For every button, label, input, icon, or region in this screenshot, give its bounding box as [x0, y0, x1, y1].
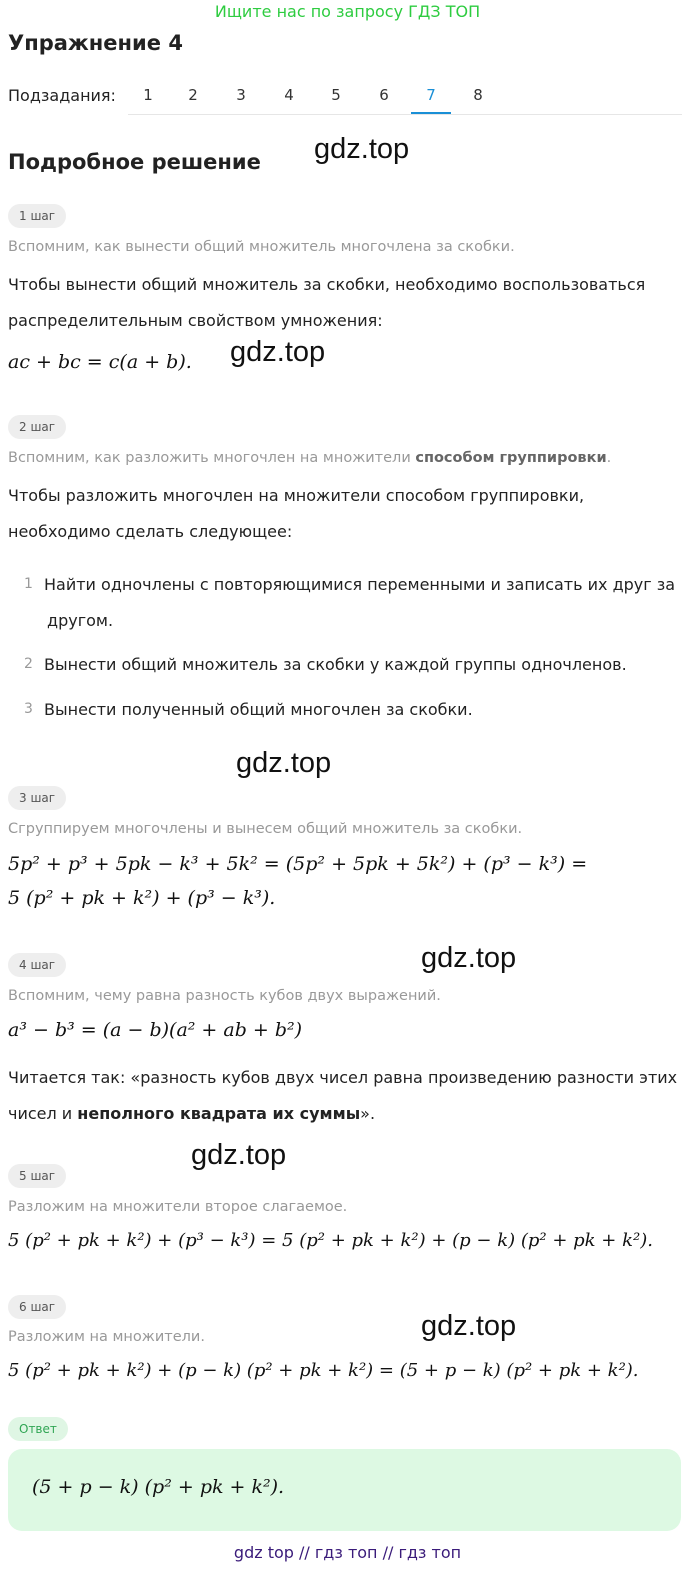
subtasks-divider: [128, 114, 682, 115]
page-title: Упражнение 4: [8, 31, 183, 55]
list-number: 2: [24, 656, 33, 672]
subtask-tab-6[interactable]: 6: [379, 86, 389, 104]
step-text: распределительным свойством умножения:: [8, 311, 383, 330]
subtask-tab-2[interactable]: 2: [188, 86, 198, 104]
step-hint-bold: способом группировки: [415, 450, 607, 466]
step-text: Чтобы вынести общий множитель за скобки, необходимо воспользоваться: [8, 275, 646, 294]
step-formula: 5 (p² + pk + k²) + (p − k) (p² + pk + k²) = (5 + p − k) (p² + pk + k²).: [8, 1360, 639, 1381]
step-formula: a³ − b³ = (a − b)(a² + ab + b²): [8, 1019, 303, 1041]
subtask-tab-4[interactable]: 4: [284, 86, 294, 104]
step-hint: Разложим на множители второе слагаемое.: [8, 1199, 348, 1215]
list-item: Найти одночлены с повторяющимися переменными и записать их друг за: [44, 575, 676, 594]
footer-links[interactable]: gdz top // гдз топ // гдз топ: [233, 1543, 462, 1562]
solution-heading: Подробное решение: [8, 150, 261, 174]
list-item: другом.: [47, 611, 114, 630]
step-text: чисел и неполного квадрата их суммы».: [8, 1104, 376, 1123]
subtask-tab-3[interactable]: 3: [236, 86, 246, 104]
step-text-bold: неполного квадрата их суммы: [77, 1104, 361, 1123]
active-tab-indicator: [411, 112, 451, 114]
subtask-tab-7[interactable]: 7: [426, 86, 436, 104]
subtasks-label: Подзадания:: [8, 86, 116, 105]
list-number: 1: [24, 576, 33, 592]
step-text: необходимо сделать следующее:: [8, 522, 293, 541]
watermark: gdz.top: [421, 942, 517, 974]
answer-formula: (5 + p − k) (p² + pk + k²).: [32, 1476, 285, 1498]
watermark: gdz.top: [230, 336, 326, 368]
subtask-tab-1[interactable]: 1: [143, 86, 153, 104]
step-badge: 2 шаг: [8, 415, 66, 439]
subtask-tab-8[interactable]: 8: [473, 86, 483, 104]
watermark: gdz.top: [191, 1139, 287, 1171]
list-item: Вынести полученный общий многочлен за скобки.: [44, 700, 473, 719]
step-formula: ac + bc = c(a + b).: [8, 351, 192, 373]
search-banner[interactable]: Ищите нас по запросу ГДЗ ТОП: [214, 2, 481, 21]
step-formula: 5 (p² + pk + k²) + (p³ − k³).: [8, 887, 276, 909]
answer-box: [8, 1449, 681, 1531]
step-hint: Сгруппируем многочлены и вынесем общий множитель за скобки.: [8, 821, 523, 837]
step-badge: 1 шаг: [8, 204, 66, 228]
watermark: gdz.top: [314, 133, 410, 165]
step-badge: 3 шаг: [8, 786, 66, 810]
step-hint: Разложим на множители.: [8, 1329, 205, 1345]
answer-badge: Ответ: [8, 1417, 68, 1441]
list-number: 3: [24, 701, 33, 717]
step-formula: 5p² + p³ + 5pk − k³ + 5k² = (5p² + 5pk + 5k²) + (p³ − k³) =: [8, 853, 588, 875]
step-badge: 4 шаг: [8, 953, 66, 977]
step-formula: 5 (p² + pk + k²) + (p³ − k³) = 5 (p² + pk + k²) + (p − k) (p² + pk + k²).: [8, 1230, 653, 1251]
step-badge: 6 шаг: [8, 1295, 66, 1319]
list-item: Вынести общий множитель за скобки у каждой группы одночленов.: [44, 655, 627, 674]
step-badge: 5 шаг: [8, 1164, 66, 1188]
step-text: Чтобы разложить многочлен на множители способом группировки,: [8, 486, 585, 505]
step-hint: Вспомним, как разложить многочлен на множители способом группировки.: [8, 450, 612, 466]
watermark: gdz.top: [421, 1310, 517, 1342]
watermark: gdz.top: [236, 747, 332, 779]
step-hint: Вспомним, как вынести общий множитель многочлена за скобки.: [8, 239, 515, 255]
step-hint: Вспомним, чему равна разность кубов двух выражений.: [8, 988, 441, 1004]
subtask-tab-5[interactable]: 5: [331, 86, 341, 104]
step-text: Читается так: «разность кубов двух чисел равна произведению разности этих: [8, 1068, 678, 1087]
